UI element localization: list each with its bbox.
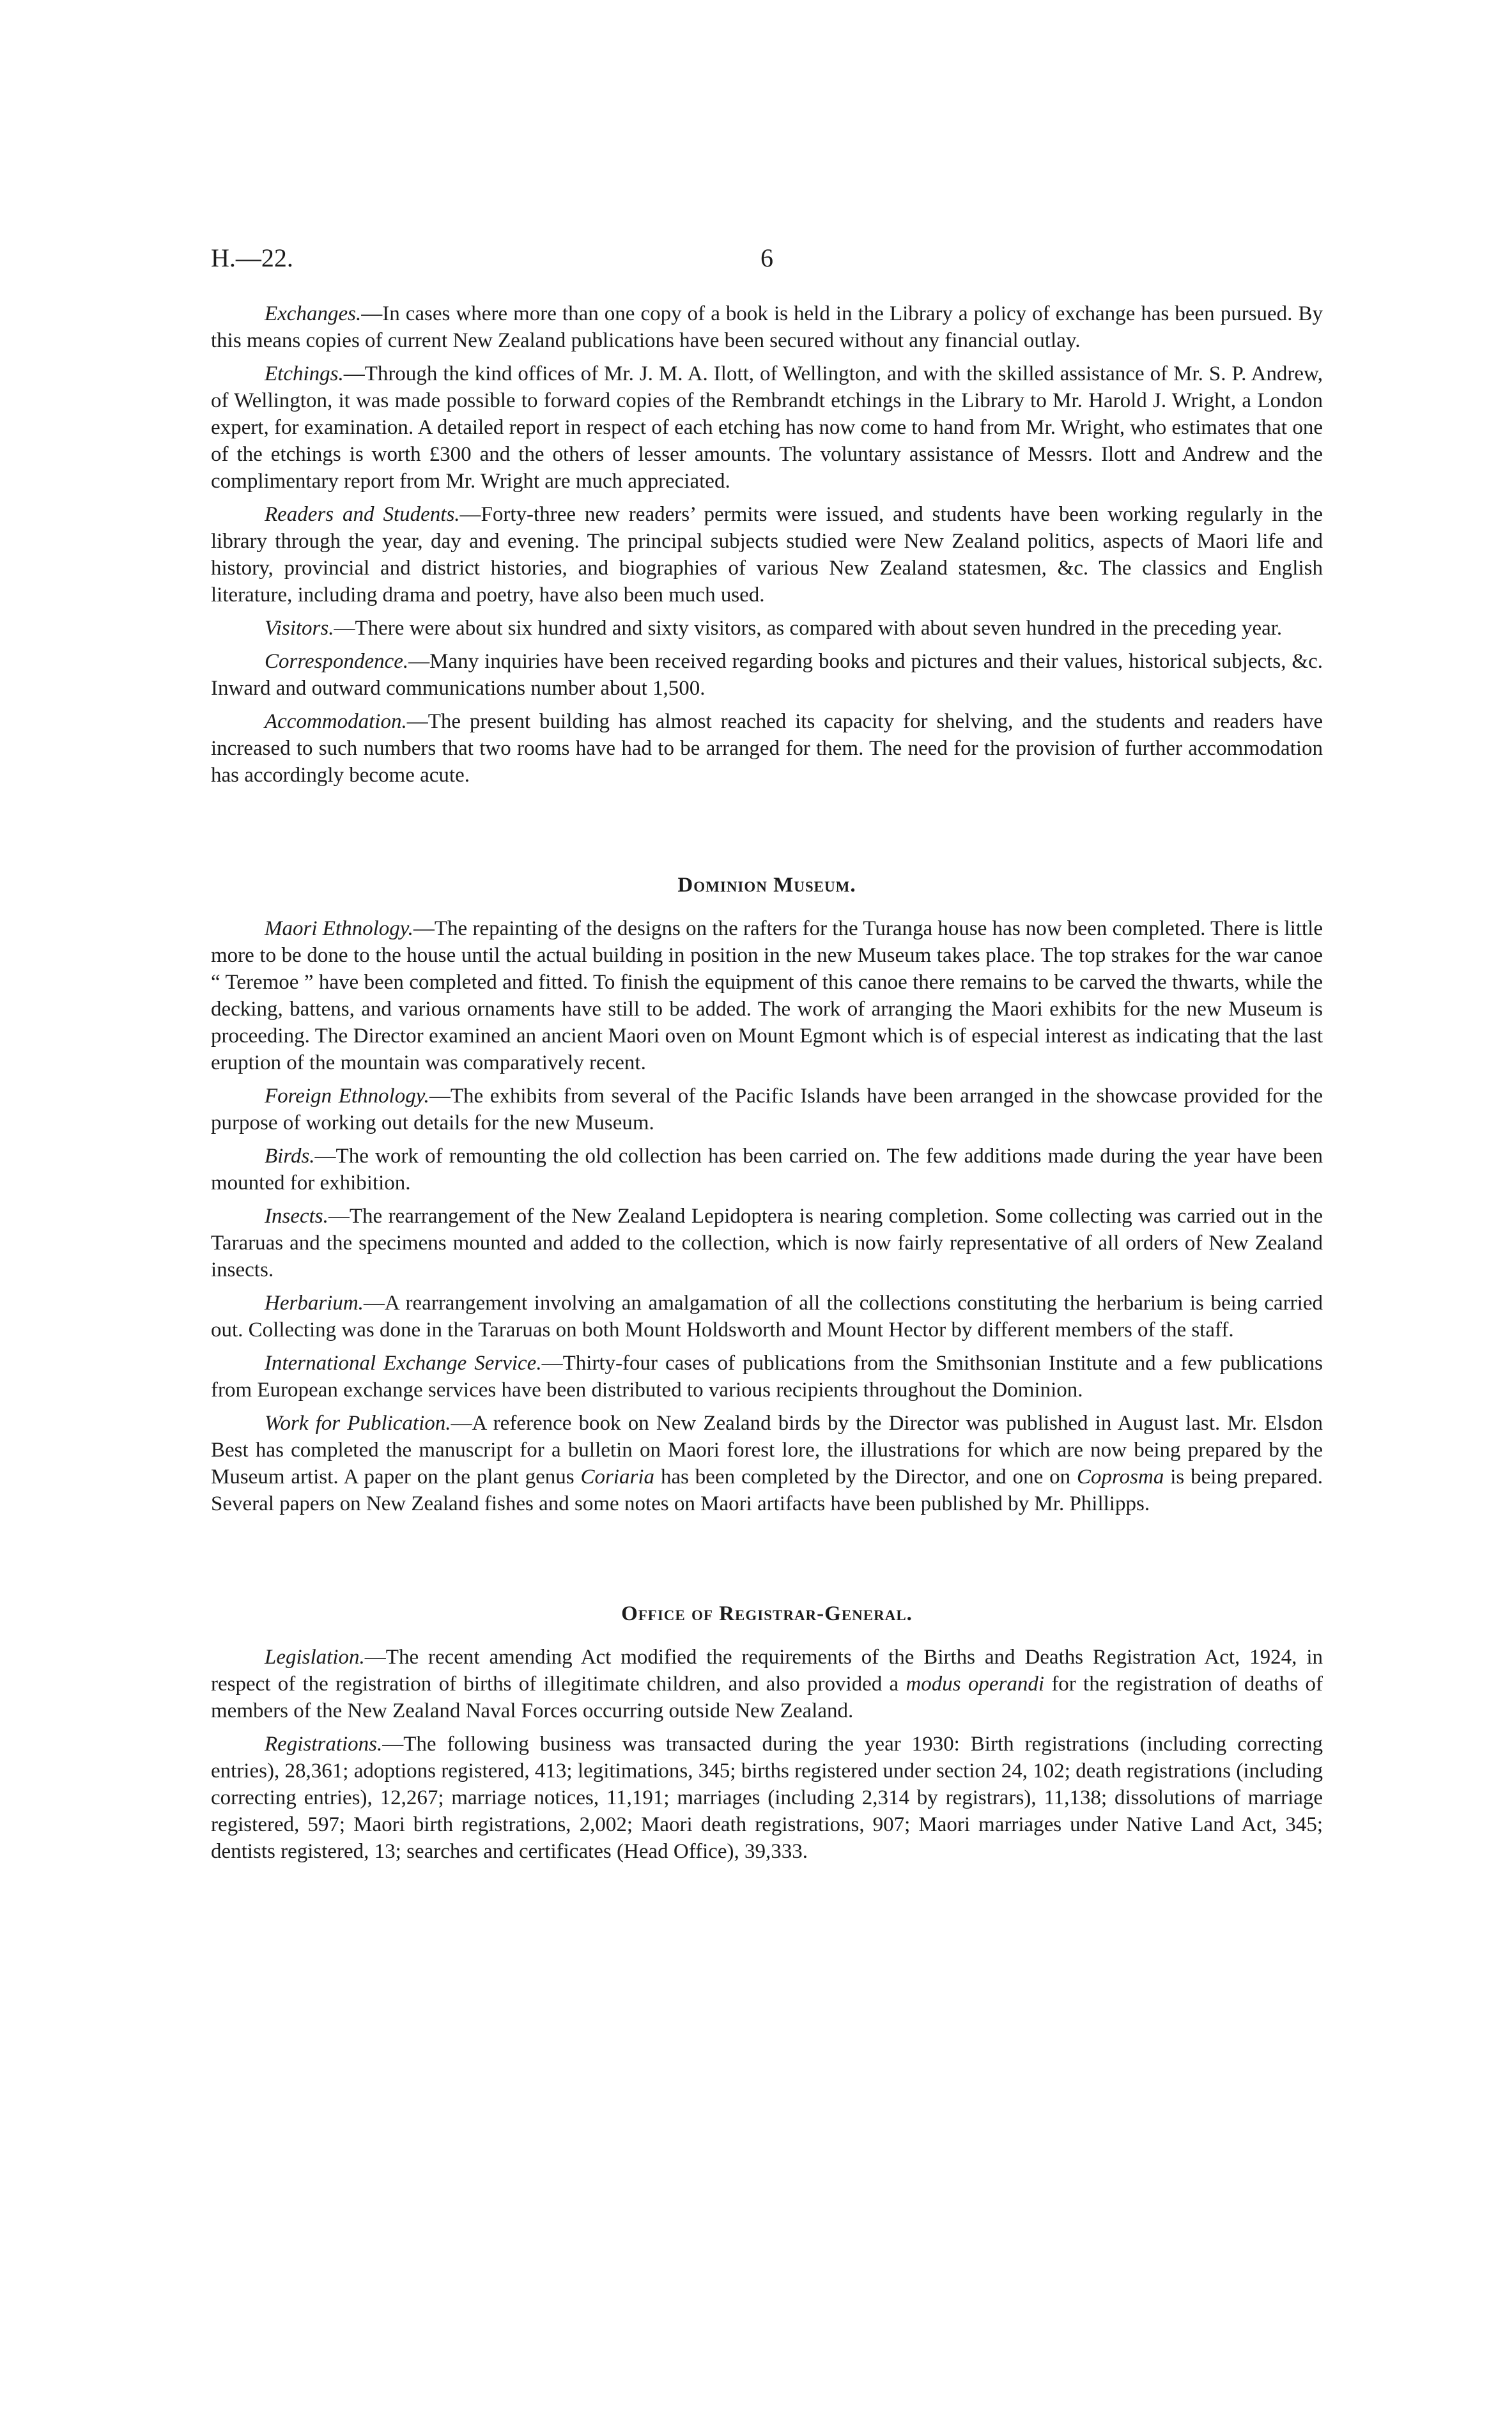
paragraph-lead: Accommodation. [265,710,407,733]
paragraph-insects [211,1203,1323,1283]
paragraph-lead: Insects. [265,1205,328,1228]
paragraph-lead: Legislation. [265,1646,365,1669]
paragraph-visitors [211,615,1323,642]
paragraph-lead: Work for Publication. [265,1412,451,1435]
document-reference: H.—22. [211,244,293,272]
page-number: 6 [760,244,773,272]
paragraph-work-for-publication [211,1410,1323,1517]
genus-name: Coprosma [1077,1465,1164,1489]
library-section [211,300,1323,789]
paragraph-international-exchange [211,1350,1323,1403]
paragraph-lead: Etchings. [265,362,344,385]
genus-name: Coriaria [580,1465,655,1489]
paragraph-text: —There were about six hundred and sixty visitors, as compared with about seven hundred in the preceding year. [334,617,1283,640]
paragraph-text: —A rearrangement involving an amalgamation of all the collections constituting the herbarium is being carried out. Collecting was done in the Tararuas on both Mount Holdsworth and Mount Hector by different members of the staff. [211,1292,1323,1342]
paragraph-text: for the registration of deaths of members of the New Zealand Naval Forces occurring outside New Zealand. [211,1673,1323,1722]
paragraph-text: —The present building has almost reached its capacity for shelving, and the students and readers have increased to such numbers that two rooms have had to be arranged for them. The need for the provision of further accommodation has accordingly become acute. [211,710,1323,787]
paragraph-text: —Through the kind offices of Mr. J. M. A. Ilott, of Wellington, and with the skilled assistance of Mr. S. P. Andrew, of Wellington, it was made possible to forward copies of the Rembrandt etchings in the Library to Mr. Harold J. Wright, a London expert, for examination. A detailed report in respect of each etching has now come to hand from Mr. Wright, who estimates that one of the etchings is worth £300 and the others of lesser amounts. The voluntary assistance of Messrs. Ilott and Andrew and the complimentary report from Mr. Wright are much appreciated. [211,362,1323,493]
paragraph-lead: Readers and Students. [265,503,460,526]
paragraph-lead: Registrations. [265,1733,383,1756]
paragraph-text: —The repainting of the designs on the rafters for the Turanga house has now been completed. There is little more to be done to the house until the actual building in position in the new Museum takes place. The top strakes for the war canoe “ Teremoe ” have been completed and fitted. To finish the equipment of this canoe there remains to be carved the thwarts, while the decking, battens, and various ornaments have still to be added. The work of arranging the Maori exhibits for the new Museum is proceeding. The Director examined an ancient Maori oven on Mount Egmont which is of especial interest as indicating that the last eruption of the mountain was comparatively recent. [211,917,1323,1074]
paragraph-text: —Thirty-four cases of publications from the Smithsonian Institute and a few publications from European exchange services have been distributed to various recipients throughout the Dominion. [211,1352,1323,1402]
section-heading-registrar: Office of Registrar-General. [621,1602,913,1625]
paragraph-lead: Foreign Ethnology. [265,1085,429,1108]
paragraph-exchanges [211,300,1323,354]
paragraph-lead: International Exchange Service. [265,1352,542,1375]
paragraph-accommodation [211,708,1323,789]
paragraph-herbarium [211,1290,1323,1343]
paragraph-text: —The work of remounting the old collection has been carried on. The few additions made during the year have been mounted for exhibition. [211,1145,1323,1195]
paragraph-legislation [211,1644,1323,1724]
paragraph-text: —In cases where more than one copy of a book is held in the Library a policy of exchange has been pursued. By this means copies of current New Zealand publications have been secured without any financial outlay. [211,302,1323,352]
document-body [211,300,1323,1871]
paragraph-lead: Correspondence. [265,650,409,673]
paragraph-etchings [211,360,1323,495]
paragraph-text: —The recent amending Act modified the requirements of the Births and Deaths Registration Act, 1924, in respect of the registration of births of illegitimate children, and also provided a [211,1646,1323,1696]
paragraph-correspondence [211,648,1323,702]
page-header [211,243,1323,281]
paragraph-foreign-ethnology [211,1083,1323,1136]
paragraph-lead: Visitors. [265,617,334,640]
latin-phrase: modus operandi [906,1673,1045,1696]
paragraph-text: —A reference book on New Zealand birds by the Director was published in August last. Mr. Elsdon Best has completed the manuscript for a bulletin on Maori forest lore, the illustrations for which are now being prepared by the Museum artist. A paper on the plant genus [211,1412,1323,1489]
paragraph-maori-ethnology [211,915,1323,1076]
paragraph-lead: Herbarium. [265,1292,364,1315]
paragraph-text: —The rearrangement of the New Zealand Lepidoptera is nearing completion. Some collecting was carried out in the Tararuas and the specimens mounted and added to the collection, which is now fairly representative of all orders of New Zealand insects. [211,1205,1323,1281]
paragraph-lead: Maori Ethnology. [265,917,413,940]
paragraph-text: is being prepared. Several papers on New Zealand fishes and some notes on Maori artifacts have been published by Mr. Phillipps. [211,1465,1323,1515]
paragraph-text: —The following business was transacted during the year 1930: Birth registrations (including correcting entries), 28,361; adoptions registered, 413; legitimations, 345; births registered under section 24, 102; death registrations (including correcting entries), 12,267; marriage notices, 11,191; marriages (including 2,314 by registrars), 11,138; dissolutions of marriage registered, 597; Maori birth registrations, 2,002; Maori death registrations, 907; Maori marriages under Native Land Act, 345; dentists registered, 13; searches and certificates (Head Office), 39,333. [211,1733,1323,1863]
paragraph-text: —Forty-three new readers’ permits were issued, and students have been working regularly in the library through the year, day and evening. The principal subjects studied were New Zealand politics, aspects of Maori life and history, provincial and district histories, and biographies of various New Zealand statesmen, &c. The classics and English literature, including drama and poetry, have also been much used. [211,503,1323,607]
registrar-section [211,1600,1323,1865]
paragraph-text: —The exhibits from several of the Pacific Islands have been arranged in the showcase provided for the purpose of working out details for the new Museum. [211,1085,1323,1134]
paragraph-birds [211,1143,1323,1196]
paragraph-readers-students [211,501,1323,608]
paragraph-text: has been completed by the Director, and one on [654,1465,1077,1489]
paragraph-registrations [211,1731,1323,1865]
paragraph-lead: Birds. [265,1145,315,1168]
paragraph-text: —Many inquiries have been received regarding books and pictures and their values, historical subjects, &c. Inward and outward communications number about 1,500. [211,650,1323,700]
section-heading-museum: Dominion Museum. [677,874,856,897]
paragraph-lead: Exchanges. [265,302,362,325]
museum-section [211,872,1323,1517]
